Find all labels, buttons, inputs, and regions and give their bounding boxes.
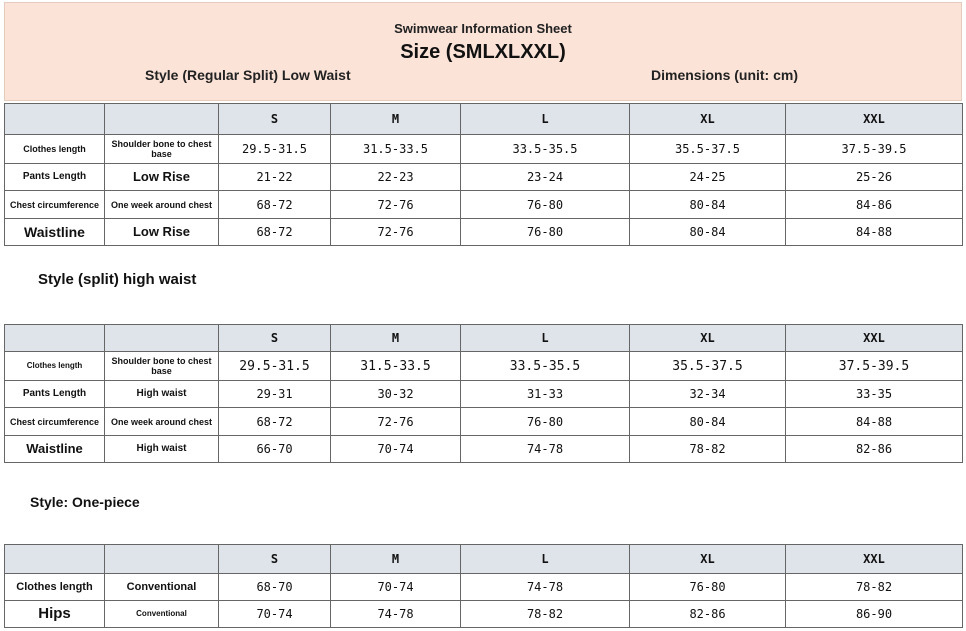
value-cell: 76-80 <box>461 408 630 436</box>
row-sublabel: Low Rise <box>105 219 219 246</box>
value-cell: 37.5-39.5 <box>786 352 963 381</box>
value-cell: 72-76 <box>331 191 461 219</box>
empty-header-cell <box>105 104 219 135</box>
empty-header-cell <box>105 545 219 574</box>
low-waist-size-table <box>4 103 963 246</box>
value-cell: 74-78 <box>461 436 630 463</box>
value-cell: 70-74 <box>331 436 461 463</box>
table-row <box>5 164 963 191</box>
value-cell: 78-82 <box>461 601 630 628</box>
value-cell: 76-80 <box>461 219 630 246</box>
value-cell: 29-31 <box>219 381 331 408</box>
value-cell: 84-88 <box>786 219 963 246</box>
row-sublabel: High waist <box>105 436 219 463</box>
row-label: Clothes length <box>5 352 105 381</box>
value-cell: 35.5-37.5 <box>630 135 786 164</box>
value-cell: 84-86 <box>786 191 963 219</box>
value-cell: 29.5-31.5 <box>219 352 331 381</box>
value-cell: 78-82 <box>630 436 786 463</box>
value-cell: 70-74 <box>219 601 331 628</box>
value-cell: 24-25 <box>630 164 786 191</box>
style-label: Style (Regular Split) Low Waist <box>145 67 351 83</box>
size-header: XXL <box>786 325 963 352</box>
row-label: Pants Length <box>5 381 105 408</box>
value-cell: 66-70 <box>219 436 331 463</box>
row-sublabel: Shoulder bone to chest base <box>105 135 219 164</box>
value-cell: 72-76 <box>331 219 461 246</box>
high-waist-size-table <box>4 324 963 463</box>
table-row <box>5 219 963 246</box>
row-sublabel: Conventional <box>105 574 219 601</box>
table-header-row <box>5 104 963 135</box>
value-cell: 68-72 <box>219 219 331 246</box>
row-sublabel: Low Rise <box>105 164 219 191</box>
value-cell: 80-84 <box>630 408 786 436</box>
size-header: S <box>219 104 331 135</box>
size-header: M <box>331 325 461 352</box>
value-cell: 68-70 <box>219 574 331 601</box>
row-sublabel: Shoulder bone to chest base <box>105 352 219 381</box>
size-header: XXL <box>786 104 963 135</box>
row-sublabel: One week around chest <box>105 408 219 436</box>
value-cell: 76-80 <box>461 191 630 219</box>
value-cell: 82-86 <box>786 436 963 463</box>
value-cell: 32-34 <box>630 381 786 408</box>
empty-header-cell <box>5 325 105 352</box>
value-cell: 72-76 <box>331 408 461 436</box>
size-header: XL <box>630 545 786 574</box>
size-header: M <box>331 545 461 574</box>
value-cell: 37.5-39.5 <box>786 135 963 164</box>
value-cell: 33-35 <box>786 381 963 408</box>
value-cell: 78-82 <box>786 574 963 601</box>
value-cell: 33.5-35.5 <box>461 352 630 381</box>
dimensions-label: Dimensions (unit: cm) <box>651 67 799 83</box>
size-header: M <box>331 104 461 135</box>
empty-header-cell <box>5 545 105 574</box>
table-row <box>5 381 963 408</box>
row-label: Waistline <box>5 219 105 246</box>
row-label: Clothes length <box>5 135 105 164</box>
table-row <box>5 601 963 628</box>
table-header-row <box>5 325 963 352</box>
value-cell: 29.5-31.5 <box>219 135 331 164</box>
size-header: S <box>219 325 331 352</box>
value-cell: 82-86 <box>630 601 786 628</box>
row-label: Chest circumference <box>5 191 105 219</box>
value-cell: 84-88 <box>786 408 963 436</box>
table-row <box>5 352 963 381</box>
sheet-header <box>4 2 962 101</box>
value-cell: 31-33 <box>461 381 630 408</box>
value-cell: 22-23 <box>331 164 461 191</box>
value-cell: 31.5-33.5 <box>331 352 461 381</box>
row-sublabel: Conventional <box>105 601 219 628</box>
value-cell: 68-72 <box>219 408 331 436</box>
size-heading: Size (SMLXLXXL) <box>400 41 566 63</box>
value-cell: 74-78 <box>461 574 630 601</box>
value-cell: 33.5-35.5 <box>461 135 630 164</box>
row-sublabel: High waist <box>105 381 219 408</box>
value-cell: 80-84 <box>630 191 786 219</box>
value-cell: 70-74 <box>331 574 461 601</box>
value-cell: 23-24 <box>461 164 630 191</box>
size-header: L <box>461 325 630 352</box>
size-header: XL <box>630 325 786 352</box>
value-cell: 25-26 <box>786 164 963 191</box>
empty-header-cell <box>105 325 219 352</box>
row-label: Clothes length <box>5 574 105 601</box>
table-row <box>5 408 963 436</box>
row-label: Pants Length <box>5 164 105 191</box>
value-cell: 35.5-37.5 <box>630 352 786 381</box>
sheet-subtitle: Swimwear Information Sheet <box>394 21 572 36</box>
row-label: Chest circumference <box>5 408 105 436</box>
value-cell: 86-90 <box>786 601 963 628</box>
value-cell: 30-32 <box>331 381 461 408</box>
section-title-one-piece: Style: One-piece <box>30 494 140 510</box>
table-row <box>5 574 963 601</box>
size-header: L <box>461 104 630 135</box>
table-row <box>5 436 963 463</box>
table-header-row <box>5 545 963 574</box>
value-cell: 74-78 <box>331 601 461 628</box>
value-cell: 76-80 <box>630 574 786 601</box>
value-cell: 31.5-33.5 <box>331 135 461 164</box>
row-sublabel: One week around chest <box>105 191 219 219</box>
table-row <box>5 191 963 219</box>
table-row <box>5 135 963 164</box>
empty-header-cell <box>5 104 105 135</box>
size-header: S <box>219 545 331 574</box>
size-header: L <box>461 545 630 574</box>
one-piece-size-table <box>4 544 963 628</box>
size-header: XL <box>630 104 786 135</box>
value-cell: 21-22 <box>219 164 331 191</box>
row-label: Hips <box>5 601 105 628</box>
row-label: Waistline <box>5 436 105 463</box>
value-cell: 68-72 <box>219 191 331 219</box>
value-cell: 80-84 <box>630 219 786 246</box>
size-header: XXL <box>786 545 963 574</box>
section-title-high-waist: Style (split) high waist <box>38 271 197 288</box>
